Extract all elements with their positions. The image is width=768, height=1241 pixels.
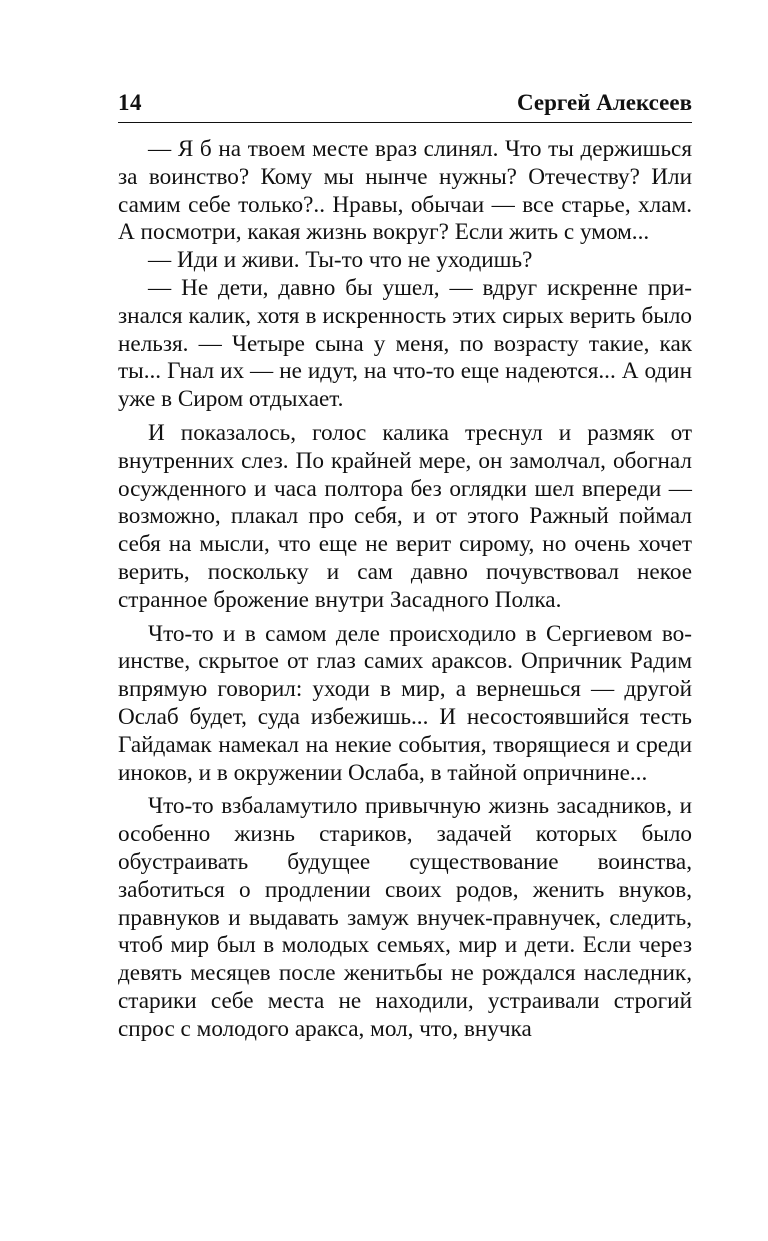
paragraph: — Я б на твоем месте враз слинял. Что ты держишься за воинство? Кому мы нынче нужны? Отечеству? Или самим себе только?.. Нравы, обычаи — все старье, хлам. А посмотри, какая жизнь вокруг? Если жить с умом... xyxy=(118,136,692,246)
paragraph: Что-то и в самом деле происходило в Сергиевом воинстве, скрытое от глаз самих араксов. Опричник Радим впрямую говорил: уходи в мир, а вернешься — другой Ослаб будет, суда избежишь... И несостоявшийся тесть Гайдамак намекал на некие события, творящиеся и среди иноков, и в окружении Ослаба, в тайной опричнине... xyxy=(118,620,692,786)
paragraph: Что-то взбаламутило привычную жизнь засадников, и особенно жизнь стариков, задачей которых было обустраивать будущее существование воинства, заботиться о продлении своих родов, женить внуков, правнуков и выдавать замуж внучек-правнучек, следить, чтоб мир был в молодых семьях, мир и дети. Если через девять месяцев после женитьбы не рождался наследник, старики себе места не находили, устраивали строгий спрос с молодого аракса, мол, что, внучка xyxy=(118,793,692,1042)
paragraph: — Не дети, давно бы ушел, — вдруг искренне признался калик, хотя в искренность этих сирых верить было нельзя. — Четыре сына у меня, по возрасту такие, как ты... Гнал их — не идут, на что-то еще надеются... А один уже в Сиром отдыхает. xyxy=(118,274,692,413)
paragraph: — Иди и живи. Ты-то что не уходишь? xyxy=(148,247,533,274)
body-text xyxy=(118,136,692,1044)
paragraph: И показалось, голос калика треснул и размяк от внутренних слез. По крайней мере, он замолчал, обогнал осужденного и часа полтора без оглядки шел впереди — возможно, плакал про себя, и от этого Ражный поймал себя на мысли, что еще не верит сирому, но очень хочет верить, поскольку и сам давно почувствовал некое странное брожение внутри Засадного Полка. xyxy=(118,419,692,613)
running-title: Сергей Алексеев xyxy=(517,90,692,115)
page-number: 14 xyxy=(118,90,142,115)
page-header xyxy=(118,88,692,123)
